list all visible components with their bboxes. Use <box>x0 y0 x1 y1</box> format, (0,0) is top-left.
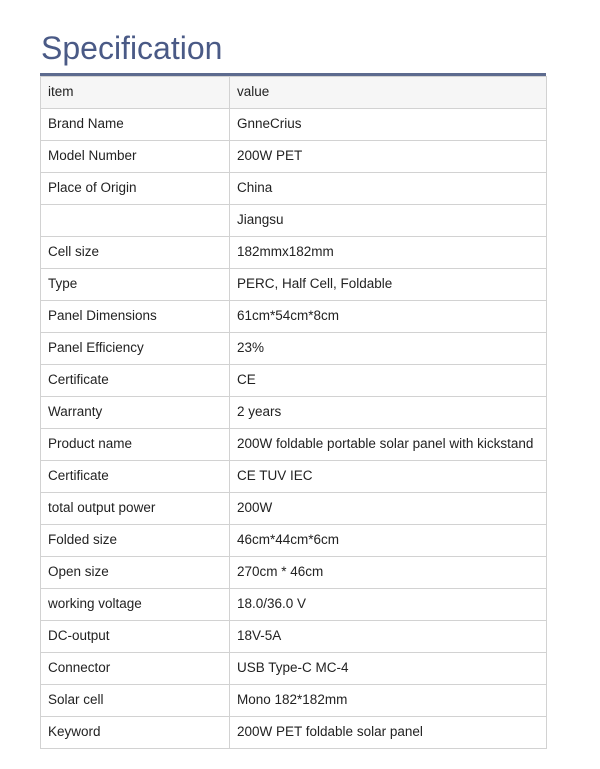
cell-value: USB Type-C MC-4 <box>230 653 547 685</box>
cell-value: 200W <box>230 493 547 525</box>
cell-item <box>41 205 230 237</box>
cell-value: 200W foldable portable solar panel with kickstand <box>230 429 547 461</box>
spec-section <box>40 26 546 749</box>
cell-value: CE TUV IEC <box>230 461 547 493</box>
cell-value: 182mmx182mm <box>230 237 547 269</box>
cell-value: 270cm * 46cm <box>230 557 547 589</box>
cell-value: 18V-5A <box>230 621 547 653</box>
cell-value: China <box>230 173 547 205</box>
cell-item: Connector <box>41 653 230 685</box>
cell-item: Place of Origin <box>41 173 230 205</box>
header-value: value <box>230 77 547 109</box>
table-row <box>41 653 547 685</box>
table-body <box>41 109 547 749</box>
cell-item: Warranty <box>41 397 230 429</box>
cell-value: PERC, Half Cell, Foldable <box>230 269 547 301</box>
cell-item: Model Number <box>41 141 230 173</box>
cell-item: working voltage <box>41 589 230 621</box>
table-row <box>41 557 547 589</box>
table-row <box>41 429 547 461</box>
table-header-row <box>41 77 547 109</box>
table-row <box>41 269 547 301</box>
header-item: item <box>41 77 230 109</box>
cell-item: total output power <box>41 493 230 525</box>
cell-item: Cell size <box>41 237 230 269</box>
table-row <box>41 589 547 621</box>
cell-value: Mono 182*182mm <box>230 685 547 717</box>
table-row <box>41 493 547 525</box>
cell-value: 23% <box>230 333 547 365</box>
cell-item: Brand Name <box>41 109 230 141</box>
table-row <box>41 621 547 653</box>
cell-value: 200W PET foldable solar panel <box>230 717 547 749</box>
page-title: Specification <box>41 30 223 66</box>
table-row <box>41 301 547 333</box>
cell-item: Open size <box>41 557 230 589</box>
table-row <box>41 237 547 269</box>
cell-item: Folded size <box>41 525 230 557</box>
cell-item: Type <box>41 269 230 301</box>
cell-item: Solar cell <box>41 685 230 717</box>
cell-item: Product name <box>41 429 230 461</box>
table-row <box>41 333 547 365</box>
cell-item: Certificate <box>41 461 230 493</box>
cell-value: 2 years <box>230 397 547 429</box>
cell-value: 200W PET <box>230 141 547 173</box>
cell-item: Certificate <box>41 365 230 397</box>
cell-value: CE <box>230 365 547 397</box>
cell-value: GnneCrius <box>230 109 547 141</box>
cell-item: DC-output <box>41 621 230 653</box>
cell-value: 61cm*54cm*8cm <box>230 301 547 333</box>
cell-value: 46cm*44cm*6cm <box>230 525 547 557</box>
cell-item: Panel Efficiency <box>41 333 230 365</box>
table-row <box>41 365 547 397</box>
cell-value: 18.0/36.0 V <box>230 589 547 621</box>
table-row <box>41 685 547 717</box>
table-row <box>41 173 547 205</box>
table-row <box>41 109 547 141</box>
table-row <box>41 525 547 557</box>
table-row <box>41 141 547 173</box>
cell-item: Panel Dimensions <box>41 301 230 333</box>
table-row <box>41 205 547 237</box>
spec-table <box>40 76 547 749</box>
table-row <box>41 461 547 493</box>
table-row <box>41 717 547 749</box>
cell-value: Jiangsu <box>230 205 547 237</box>
table-row <box>41 397 547 429</box>
cell-item: Keyword <box>41 717 230 749</box>
